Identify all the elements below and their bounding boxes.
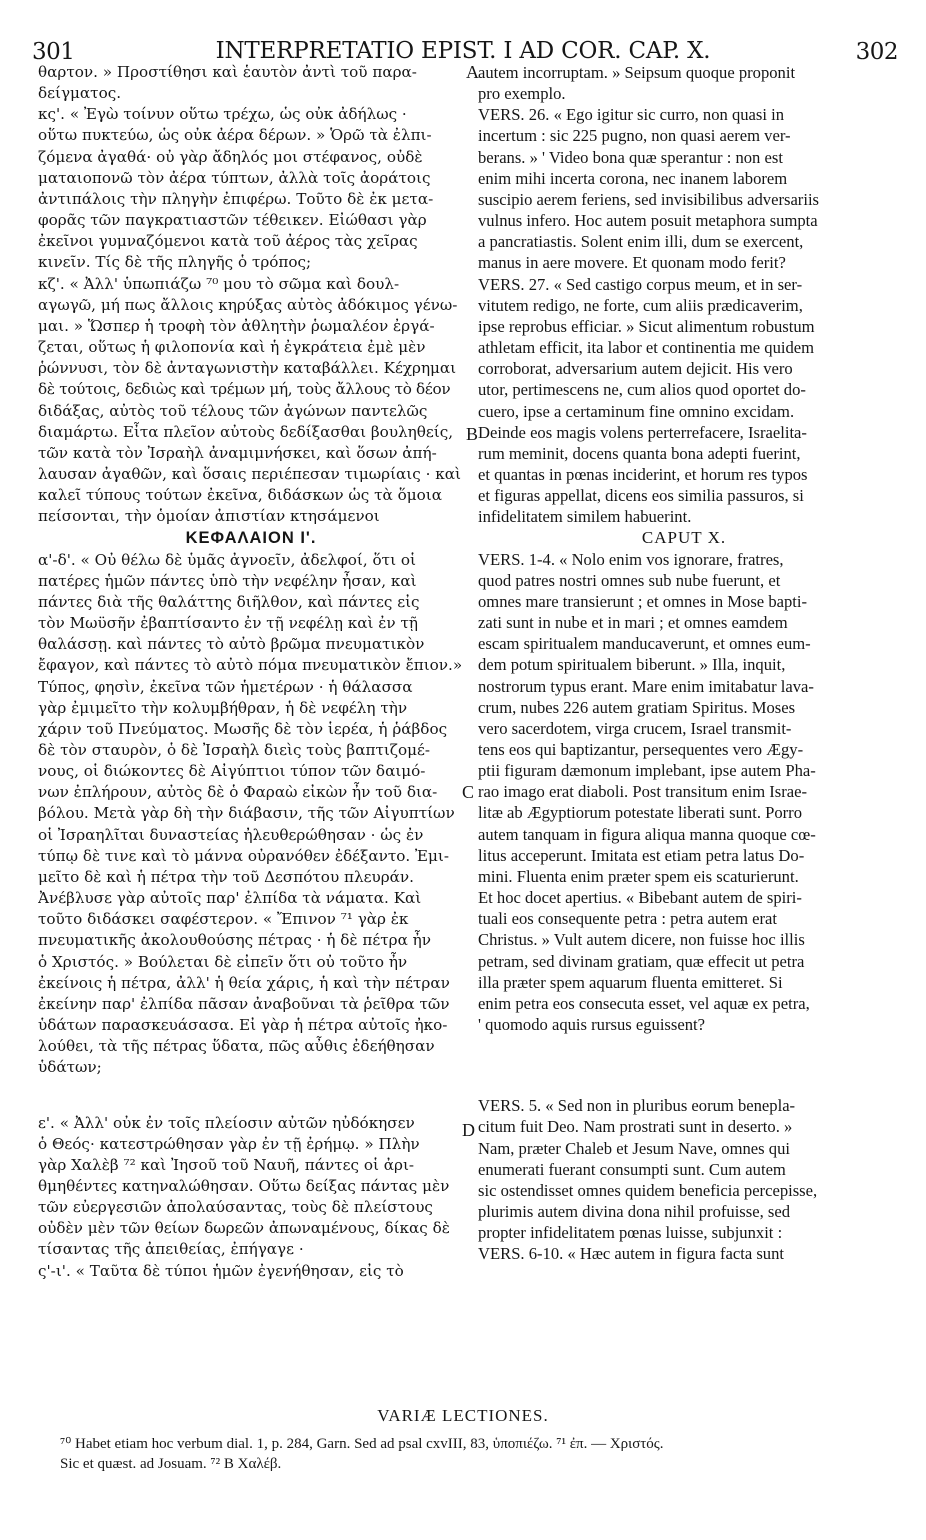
text-line: λούθει, τὰ τῆς πέτρας ὕδατα, πῶς αὖθις ἐδεήθησαν: [38, 1037, 435, 1056]
text-line: rum meminit, docens quanta bona adepti fuerint,: [478, 443, 801, 463]
spacer: [478, 1035, 890, 1095]
text-line: manus in aere movere. Et quonam modo ferit?: [478, 253, 786, 273]
text-line: γὰρ Χαλὲβ ⁷² καὶ Ἰησοῦ τοῦ Ναυῆ, πάντες οἱ ἀρι-: [38, 1155, 415, 1174]
variae-lectiones-heading: VARIÆ LECTIONES.: [377, 1406, 549, 1425]
text-line: ζόμενα ἀγαθά· οὐ γὰρ ἄδηλός μοι στέφανος, οὐδὲ: [38, 147, 423, 166]
text-line: οὕτω πυκτεύω, ὡς οὐκ ἀέρα δέρων. » Ὁρῶ τὰ ἐλπι-: [38, 126, 432, 145]
text-line: nostrorum typus erant. Mare enim imitabatur lava-: [478, 676, 814, 696]
text-line: τύπῳ δὲ τινε καὶ τὸ μάννα οὐρανόθεν ἐδέξαντο. Ἐμι-: [38, 846, 449, 865]
text-line: θμηθέντες κατηναλώθησαν. Οὕτω δείξας πάντας μὲν: [38, 1176, 450, 1195]
text-line: Ἀνέβλυσε γὰρ αὐτοῖς παρ' ἐλπίδα τὰ νάματα. Καὶ: [38, 889, 422, 908]
text-line: citum fuit Deo. Nam prostrati sunt in deserto. »: [478, 1117, 793, 1137]
text-line: omnes mare transierunt ; et omnes in Mose bapti-: [478, 591, 808, 611]
text-line: ῥώννυσι, τὸν δὲ ἀνταγωνιστὴν καταβάλλει. Κέχρημαι: [38, 359, 457, 378]
text-line: athletam efficit, ita labor et continentia me quidem: [478, 338, 815, 358]
text-line: πατέρες ἡμῶν πάντες ὑπὸ τὴν νεφέλην ἦσαν, καὶ: [38, 571, 417, 590]
text-line: δὲ τούτοις, δεδιὼς καὶ τρέμων μή, τοὺς ἄλλους τὸ δέον: [38, 380, 451, 399]
footnotes: [60, 1434, 900, 1474]
text-line: infidelitatem similem habuerint.: [478, 507, 692, 527]
text-line: καλεῖ τύπους τούτων ἐκεῖνα, διδάσκων ὡς τὰ ὅμοια: [38, 486, 442, 505]
text-line: VERS. 6-10. « Hæc autem in figura facta sunt: [478, 1244, 784, 1264]
greek-column: [38, 62, 464, 1282]
latin-column: [478, 62, 890, 1264]
text-line: tens eos qui baptizantur, persequentes vero Ægy-: [478, 740, 804, 759]
text-line: illa præter spem aquarum fluenta emitteret. Si: [478, 972, 783, 992]
text-line: ὑδάτων παρασκευάσασα. Εἰ γὰρ ἡ πέτρα αὐτοῖς ἠκο-: [38, 1016, 448, 1035]
latin-chapter-heading: CAPUT X.: [641, 528, 727, 548]
text-line: γὰρ ἐμιμεῖτο τὴν κολυμβήθραν, ἡ δὲ νεφέλη τὴν: [38, 698, 408, 717]
text-line: sic ostendisset omnes quidem beneficia percepisse,: [478, 1180, 818, 1200]
text-line: διδάξας, αὐτὸς τοῦ τέλους τῶν ἀγώνων παντελῶς: [38, 401, 428, 420]
text-line: ζεται, οὕτως ἡ φιλοπονία καὶ ἡ ἐγκράτεια ἐμὲ μὲν: [38, 338, 426, 357]
text-line: ὁ Θεός· κατεστρώθησαν γὰρ ἐν τῇ ἐρήμῳ. » Πλὴν: [38, 1134, 420, 1153]
latin-block-2: [478, 549, 890, 1036]
text-line: propter infidelitatem pœnas luisse, subjunxit :: [478, 1223, 783, 1243]
running-header: [0, 14, 926, 65]
text-line: Et hoc docet apertius. « Bibebant autem de spiri-: [478, 888, 802, 908]
text-line: κζ'. « Ἀλλ' ὑπωπιάζω ⁷⁰ μου τὸ σῶμα καὶ δουλ-: [38, 274, 400, 293]
text-line: quod patres nostri omnes sub nube fuerunt, et: [478, 570, 781, 590]
text-line: πνευματικῆς ἀκολουθούσης πέτρας · ἡ δὲ πέτρα ἦν: [38, 931, 432, 950]
text-line: vulnus infero. Hoc autem posuit metaphora sumpta: [478, 211, 818, 231]
footnote-line: ⁷⁰ Habet etiam hoc verbum dial. 1, p. 284, Garn. Sed ad psal cxvIII, 83, ὑποπιέζω. ⁷¹ ἐπ. — Χριστός.: [60, 1436, 664, 1452]
text-line: τὸν Μωϋσῆν ἐβαπτίσαντο ἐν τῇ νεφέλῃ καὶ ἐν τῇ: [38, 614, 418, 633]
text-line: VERS. 5. « Sed non in pluribus eorum benepla-: [478, 1096, 796, 1116]
text-line: φορᾶς τῶν παγκρατιαστῶν τέθεικεν. Εἰώθασι γὰρ: [38, 211, 427, 230]
text-line: νους, οἱ διώκοντες δὲ Αἰγύπτιοι τύπον τῶν δαιμό-: [38, 762, 426, 781]
text-line: δὲ τὸν σταυρὸν, ὁ δὲ Ἰσραὴλ διεὶς τοὺς βαπτιζομέ-: [38, 741, 431, 759]
text-line: suscipio aerem feriens, sed invisibilibus adversariis: [478, 189, 820, 209]
text-line: διαμάρτω. Εἶτα πλεῖον αὐτοὺς δεδίξασθαι βουληθείς,: [38, 422, 454, 441]
text-line: τίσαντας τῆς ἀπειθείας, ἐπήγαγε ·: [38, 1240, 304, 1259]
spacer: [38, 1079, 464, 1113]
text-line: κς'. « Ἐγὼ τοίνυν οὕτω τρέχω, ὡς οὐκ ἀδήλως ·: [38, 105, 407, 124]
text-line: μαι. » Ὥσπερ ἡ τροφὴ τὸν ἀθλητὴν ῥωμαλέον ἐργά-: [38, 316, 435, 335]
text-line: dem potum spiritualem biberunt. » Illa, inquit,: [478, 655, 786, 675]
text-line: litus acceperunt. Imitata est etiam petra latus Do-: [478, 845, 805, 865]
margin-letter-c: C: [462, 782, 475, 802]
text-line: enumerati fuerant consumpti sunt. Cum autem: [478, 1159, 786, 1179]
text-line: αγωγῶ, μή πως ἄλλοις κηρύξας αὐτὸς ἀδόκιμος γένω-: [38, 295, 458, 314]
margin-letter-b: B: [466, 424, 479, 444]
text-line: νων ἐπλήρουν, αὐτὸς δὲ ὁ Φαραὼ εἰκὼν ἦν τοῦ δια-: [38, 783, 438, 802]
text-line: enim petra eos consecuta esset, vel aquæ ex petra,: [478, 993, 810, 1013]
text-line: λαυσαν ἀγαθῶν, καὶ ὅσαις περιέπεσαν τιμωρίαις · καὶ: [38, 464, 461, 483]
text-line: VERS. 26. « Ego igitur sic curro, non quasi in: [478, 105, 785, 125]
running-title: INTERPRETATIO EPIST. I AD COR. CAP. X.: [215, 38, 711, 64]
text-line: et quantas in pœnas inciderint, et horum res typos: [478, 464, 808, 484]
latin-block-3: [478, 1095, 890, 1264]
greek-chapter-heading: ΚΕΦΑΛΑΙΟΝ Ι'.: [185, 529, 317, 548]
text-line: tuali eos consequente petra : petra autem erat: [478, 909, 778, 929]
text-line: corroborat, adversarium autem dejicit. His vero: [478, 359, 793, 379]
text-line: Deinde eos magis volens perterrefacere, Israelita-: [478, 422, 807, 442]
text-line: μεῖτο δὲ καὶ ἡ πέτρα τὴν τοῦ Δεσπότου πλευράν.: [38, 867, 414, 886]
footnote-line: Sic et quæst. ad Josuam. ⁷² B Χαλέβ.: [60, 1456, 282, 1472]
text-line: θαλάσσῃ. καὶ πάντες τὸ αὐτὸ βρῶμα πνευματικὸν: [38, 635, 425, 654]
text-line: οὐδὲν μὲν τῶν θείων δωρεῶν ἀπωναμένους, δίκας δὲ: [38, 1219, 450, 1238]
text-line: litæ ab Ægyptiorum potestate liberati sunt. Porro: [478, 803, 802, 823]
text-line: autem incorruptam. » Seipsum quoque proponit: [478, 63, 796, 82]
text-line: ἀντιπάλοις τὴν πληγὴν ἐπιφέρω. Τοῦτο δὲ ἐκ μετα-: [38, 189, 434, 208]
text-line: ptii figuram dæmonum implebant, ipse autem Pha-: [478, 761, 816, 781]
text-line: πάντες διὰ τῆς θαλάττης διῆλθον, καὶ πάντες εἰς: [38, 592, 420, 611]
text-line: δείγματος.: [38, 84, 122, 103]
greek-block-2: [38, 550, 464, 1079]
text-line: rao imago erat diaboli. Post transitum enim Israe-: [478, 782, 808, 802]
page-number-left: 301: [32, 39, 75, 65]
text-line: Christus. » Vult autem dicere, non fuisse hoc illis: [478, 930, 805, 950]
text-line: escam spiritualem manducaverunt, et omnes eum-: [478, 634, 811, 654]
text-line: Τύπος, φησὶν, ἐκεῖνα τῶν ἡμετέρων · ἡ θάλασσα: [38, 677, 413, 696]
latin-block-1: [478, 62, 890, 527]
text-line: ' quomodo aquis rursus eguissent?: [478, 1015, 705, 1035]
text-line: plurimis autem divina dona nihil profuisse, sed: [478, 1201, 791, 1221]
text-line: ἐκείνην παρ' ἐλπίδα πᾶσαν ἀναβοῦναι τὰ ῥεῖθρα τῶν: [38, 994, 450, 1013]
text-line: ε'. « Ἀλλ' οὐκ ἐν τοῖς πλείοσιν αὐτῶν ηὐδόκησεν: [38, 1113, 415, 1132]
text-line: crum, nubes 226 autem gratiam Spiritus. Moses: [478, 697, 796, 717]
text-line: incertum : sic 225 pugno, non quasi aerem ver-: [478, 126, 791, 146]
text-line: τοῦτο διδάσκει σαφέστερον. « Ἔπινον ⁷¹ γὰρ ἐκ: [38, 910, 409, 929]
text-line: zati sunt in nube et in mari ; et omnes eamdem: [478, 613, 788, 633]
text-line: ἐκεῖνοι γυμναζόμενοι κατὰ τοῦ ἀέρος τὰς χεῖρας: [38, 232, 418, 251]
text-line: ἐκείνοις ἡ πέτρα, ἀλλ' ἡ θεία χάρις, ἡ καὶ τὴν πέτραν: [38, 973, 450, 992]
text-line: petram, sed divinam gratiam, quæ effecit ut petra: [478, 951, 805, 971]
text-line: βόλου. Μετὰ γὰρ δὴ τὴν διάβασιν, τῆς τῶν Αἰγυπτίων: [38, 804, 455, 823]
page-number-right: 302: [855, 39, 898, 65]
text-line: berans. » ' Video bona quæ sperantur : non est: [478, 147, 783, 167]
text-line: pro exemplo.: [478, 84, 566, 104]
text-line: πείσονται, τὴν ὁμοίαν ἀπιστίαν κτησάμενοι: [38, 507, 380, 526]
margin-letter-a: A: [466, 62, 479, 82]
text-line: et figuras appellat, dicens eos similia passuros, si: [478, 486, 804, 506]
text-line: κινεῖν. Τίς δὲ τῆς πληγῆς ὁ τρόπος;: [38, 253, 312, 272]
greek-block-1: [38, 62, 464, 527]
text-line: utor, pertimescens ne, cum alios quod oportet do-: [478, 380, 806, 400]
text-line: ὁ Χριστός. » Βούλεται δὲ εἰπεῖν ὅτι οὐ τοῦτο ἦν: [38, 952, 408, 971]
text-line: α'-δ'. « Οὐ θέλω δὲ ὑμᾶς ἀγνοεῖν, ἀδελφοί, ὅτι οἱ: [38, 550, 416, 569]
text-line: VERS. 1-4. « Nolo enim vos ignorare, fratres,: [478, 549, 784, 569]
text-line: τῶν κατὰ τὸν Ἰσραὴλ ἀναμιμνήσκει, καὶ ὅσων ἀπή-: [38, 443, 437, 462]
text-line: ματαιοπονῶ τὸν ἀέρα τύπτων, ἀλλὰ τοῖς ἀοράτοις: [38, 168, 431, 187]
margin-letter-d: D: [462, 1120, 475, 1140]
text-line: ipse reprobus efficiar. » Sicut alimentum robustum: [478, 316, 815, 336]
text-line: οἱ Ἰσραηλῖται δυναστείας ἠλευθερώθησαν · ὡς ἐν: [38, 825, 424, 844]
text-line: ἔφαγον, καὶ πάντες τὸ αὐτὸ πόμα πνευματικὸν ἔπιον.»: [38, 656, 463, 675]
text-line: mini. Fluenta enim præter spem eis scaturierunt.: [478, 866, 799, 886]
text-line: θαρτον. » Προστίθησι καὶ ἑαυτὸν ἀντὶ τοῦ παρα-: [38, 63, 417, 81]
text-line: a pancratiastis. Solent enim illi, dum se exercent,: [478, 232, 804, 252]
text-line: χάριν τοῦ Πνεύματος. Μωσῆς δὲ τὸν ἱερέα, ἡ ῥάβδος: [38, 719, 448, 738]
greek-block-3: [38, 1113, 464, 1282]
text-line: cuero, ipse a certaminum fine omnino excidam.: [478, 401, 795, 421]
text-line: Nam, præter Chaleb et Jesum Nave, omnes qui: [478, 1138, 790, 1158]
text-line: vitutem redigo, ne forte, cum aliis prædicaverim,: [478, 295, 803, 315]
text-line: ὑδάτων;: [38, 1058, 102, 1077]
text-line: ς'-ι'. « Ταῦτα δὲ τύποι ἡμῶν ἐγενήθησαν, εἰς τὸ: [38, 1261, 404, 1280]
text-line: τῶν εὐεργεσιῶν ἀπολαύσαντας, τοὺς δὲ πλείστους: [38, 1198, 433, 1217]
text-line: enim mihi incerta corona, nec inanem laborem: [478, 168, 788, 188]
text-line: autem tanquam in figura aliqua manna quoque cœ-: [478, 824, 816, 844]
text-line: vero sacerdotem, virga crucem, Israel transmit-: [478, 718, 792, 738]
text-line: VERS. 27. « Sed castigo corpus meum, et in ser-: [478, 274, 803, 294]
